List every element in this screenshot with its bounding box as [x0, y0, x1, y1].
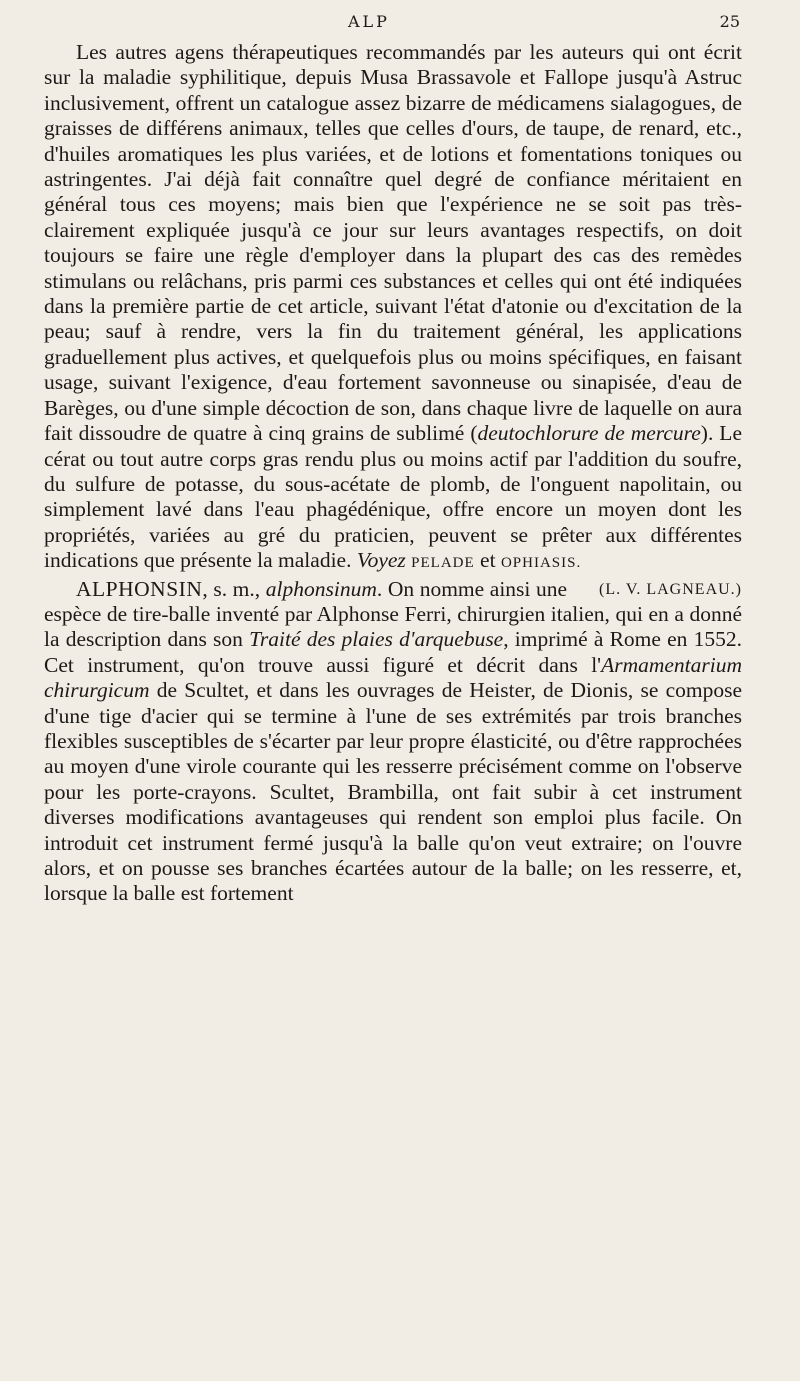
paragraph-text: ). Le cérat ou tout autre corps gras rendu plus ou moins actif par l'addition du soufre, du sulfure de potasse, du sous-acétate de plomb, de l'onguent napolitain, ou simplement lavé dans l'eau phagédénique, offre encore un moyen dont les propriétés, variées au gré du praticien, peuvent se prêter aux différentes indications que présente la maladie.: [44, 421, 742, 573]
cross-reference: PELADE: [411, 555, 475, 572]
entry-headword: ALPHONSIN: [76, 576, 203, 601]
entry-text: , imprimé à Rome en 1552. Cet instrument, qu'on trouve aussi figuré et décrit dans l': [44, 627, 743, 677]
page-number: 25: [719, 12, 740, 31]
book-title: Traité des plaies d'arquebuse: [249, 627, 504, 652]
running-head: ALP: [348, 12, 390, 31]
body-text: [44, 40, 742, 907]
conjunction: et: [480, 548, 496, 573]
entry-alphonsin: [44, 577, 742, 907]
entry-text: , s. m.,: [202, 576, 266, 601]
italic-term: deutochlorure de mercure: [477, 421, 701, 446]
page-header: [0, 12, 800, 40]
author-signature: (L. V. LAGNEAU.): [599, 580, 742, 598]
book-title: Armamentarium chirurgicum: [44, 652, 742, 703]
paragraph-text: Les autres agens thérapeutiques recommandés par les auteurs qui ont écrit sur la maladie syphilitique, depuis Musa Brassavole et Fallope jusqu'à Astruc inclusivement, offrent un catalogue assez bizarre de médicamens sialagogues, de graisses de différens animaux, telles que celles d'ours, de taupe, de renard, etc., d'huiles aromatiques les plus variées, et de lotions et fomentations toniques ou astringentes. J'ai déjà fait connaître quel degré de confiance méritaient en général tous ces moyens; mais bien que l'expérience ne se soit pas très-clairement expliquée jusqu'à ce jour sur leurs avantages respectifs, on doit toujours se faire une règle d'employer dans la plupart des cas des remèdes stimulans ou relâchans, pris parmi ces substances et celles qui ont été indiquées dans la première partie de cet article, suivant l'état d'atonie ou d'excitation de la peau; sauf à rendre, vers la fin du traitement général, les applications graduellement plus actives, et quelquefois plus ou moins spécifiques, en faisant usage, suivant l'exigence, d'eau fortement savonneuse ou sinapisée, d'eau de Barèges, ou d'une simple décoction de son, dans chaque livre de laquelle on aura fait dissoudre de quatre à cinq grains de sublimé (: [44, 40, 742, 446]
cross-reference: OPHIASIS.: [500, 555, 582, 572]
see-also-label: Voyez: [356, 548, 406, 573]
latin-term: alphonsinum: [265, 576, 377, 601]
entry-text: . On nomme ainsi une espèce de tire-balle inventé par Alphonse Ferri, chirurgien italien, qui en a donné la description dans son: [44, 576, 742, 652]
entry-text: de Scultet, et dans les ouvrages de Heister, de Dionis, se compose d'une tige d'acier qui se termine à l'une de ses extrémités par trois branches flexibles susceptibles de s'écarter par leur propre élasticité, ou d'être rapprochées au moyen d'une virole courante qui les resserre précisément comme on l'observe pour les porte-crayons. Scultet, Brambilla, ont fait subir à cet instrument diverses modifications avantageuses qui rendent son emploi plus facile. On introduit cet instrument fermé jusqu'à la balle qu'on veut extraire; on l'ouvre alors, et on pousse ses branches écartées autour de la balle; on les resserre, et, lorsque la balle est fortement: [44, 678, 742, 906]
